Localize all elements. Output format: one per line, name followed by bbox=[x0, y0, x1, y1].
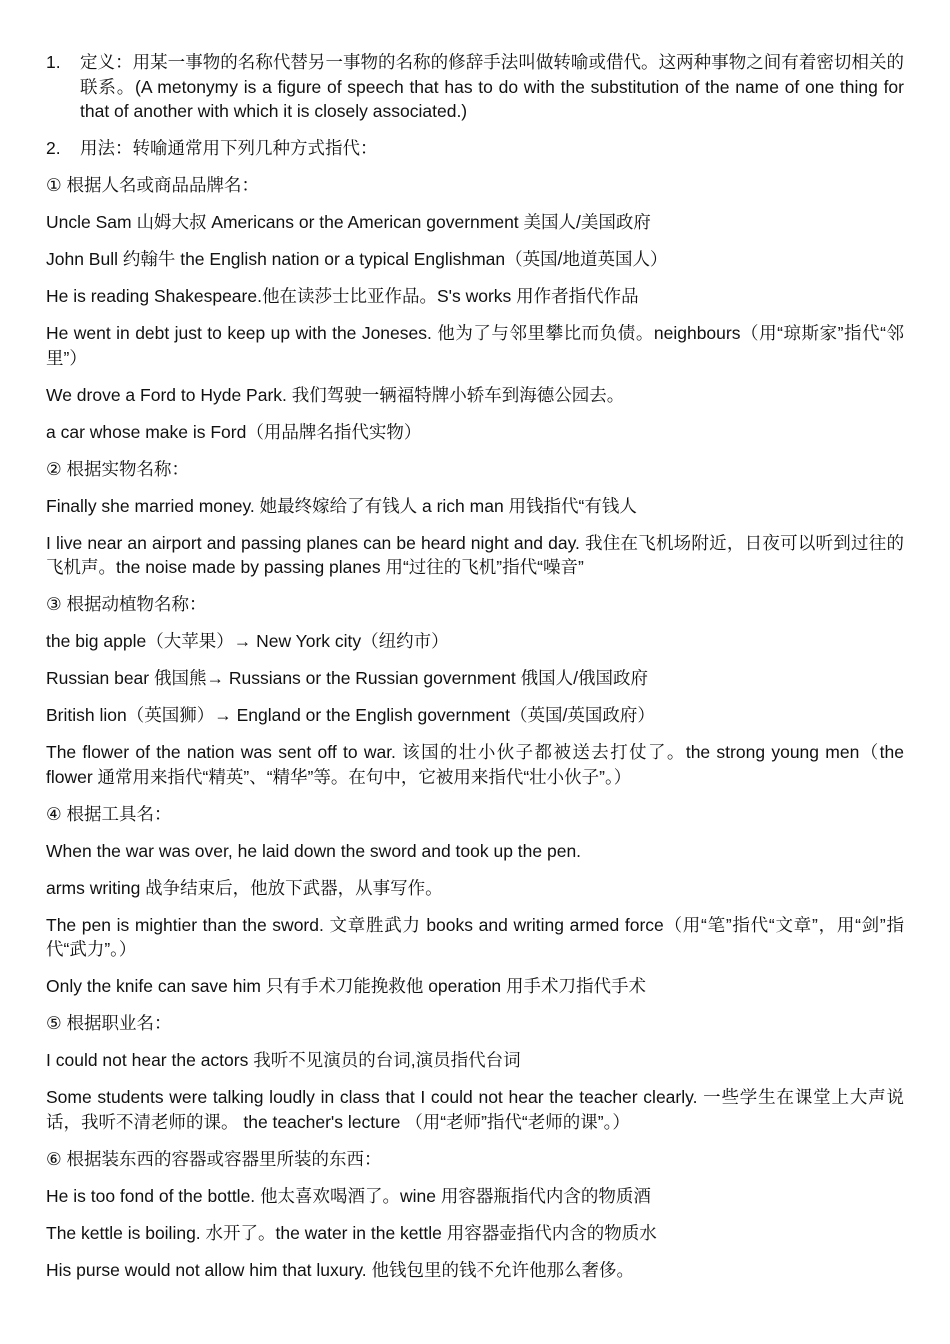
section-heading-tools: ④ 根据工具名： bbox=[46, 803, 172, 824]
example-line: arms writing 战争结束后，他放下武器，从事写作。 bbox=[46, 877, 443, 898]
section-heading-objects: ② 根据实物名称： bbox=[46, 458, 190, 479]
example-line: The pen is mightier than the sword. 文章胜武力 books and writing armed force（用“笔”指代“文章”，用“剑”指代“武力”。） bbox=[46, 914, 904, 959]
usage-item bbox=[46, 136, 904, 161]
example-line: a car whose make is Ford（用品牌名指代实物） bbox=[46, 421, 422, 442]
example-line: Finally she married money. 她最终嫁给了有钱人 a rich man 用钱指代“有钱人 bbox=[46, 495, 637, 516]
example-line: John Bull 约翰牛 the English nation or a typical Englishman（英国/地道英国人） bbox=[46, 249, 668, 269]
example-line: I could not hear the actors 我听不见演员的台词,演员指代台词 bbox=[46, 1050, 521, 1070]
document-page bbox=[46, 50, 904, 1295]
example-line: Some students were talking loudly in class that I could not hear the teacher clearly. 一些学生在课堂上大声说话，我听不清老师的课。 the teacher's lecture （用“老师”指代“老师的课”。） bbox=[46, 1087, 904, 1132]
section-heading-animals-plants: ③ 根据动植物名称： bbox=[46, 594, 207, 614]
usage-text: 用法：转喻通常用下列几种方式指代： bbox=[80, 138, 378, 158]
example-line: Only the knife can save him 只有手术刀能挽救他 operation 用手术刀指代手术 bbox=[46, 976, 647, 996]
example-line: Russian bear 俄国熊→ Russians or the Russian government 俄国人/俄国政府 bbox=[46, 668, 649, 688]
example-line: He is too fond of the bottle. 他太喜欢喝酒了。wine 用容器瓶指代内含的物质酒 bbox=[46, 1185, 651, 1206]
example-line: We drove a Ford to Hyde Park. 我们驾驶一辆福特牌小轿车到海德公园去。 bbox=[46, 384, 625, 405]
definition-text: 定义：用某一事物的名称代替另一事物的名称的修辞手法叫做转喻或借代。这两种事物之间有着密切相关的联系。(A metonymy is a figure of speech that has to do with the substitution of the name of one thing for that of another with which it is closely associated.) bbox=[80, 52, 904, 121]
example-line: He is reading Shakespeare.他在读莎士比亚作品。S's works 用作者指代作品 bbox=[46, 286, 639, 306]
item-number: 2. bbox=[46, 138, 61, 158]
section-heading-person-brand: ① 根据人名或商品品牌名： bbox=[46, 175, 260, 195]
example-line: British lion（英国狮）→ England or the English government（英国/英国政府） bbox=[46, 705, 655, 725]
section-heading-containers: ⑥ 根据装东西的容器或容器里所装的东西： bbox=[46, 1148, 382, 1169]
definition-item bbox=[46, 50, 904, 124]
example-line: I live near an airport and passing planes can be heard night and day. 我住在飞机场附近，日夜可以听到过往的飞机声。the noise made by passing planes 用“过往的飞机”指代“噪音” bbox=[46, 532, 904, 577]
example-line: Uncle Sam 山姆大叔 Americans or the American government 美国人/美国政府 bbox=[46, 212, 651, 232]
example-line: The flower of the nation was sent off to war. 该国的壮小伙子都被送去打仗了。the strong young men（the flower 通常用来指代“精英”、“精华”等。在句中，它被用来指代“壮小伙子”。） bbox=[46, 742, 904, 787]
example-line: His purse would not allow him that luxury. 他钱包里的钱不允许他那么奢侈。 bbox=[46, 1259, 635, 1280]
example-line: The kettle is boiling. 水开了。the water in the kettle 用容器壶指代内含的物质水 bbox=[46, 1222, 657, 1243]
example-line: He went in debt just to keep up with the Joneses. 他为了与邻里攀比而负债。neighbours（用“琼斯家”指代“邻里”） bbox=[46, 323, 904, 368]
item-number: 1. bbox=[46, 52, 61, 72]
section-heading-professions: ⑤ 根据职业名： bbox=[46, 1013, 172, 1033]
example-line: the big apple（大苹果）→ New York city（纽约市） bbox=[46, 631, 449, 651]
example-line: When the war was over, he laid down the sword and took up the pen. bbox=[46, 840, 582, 861]
